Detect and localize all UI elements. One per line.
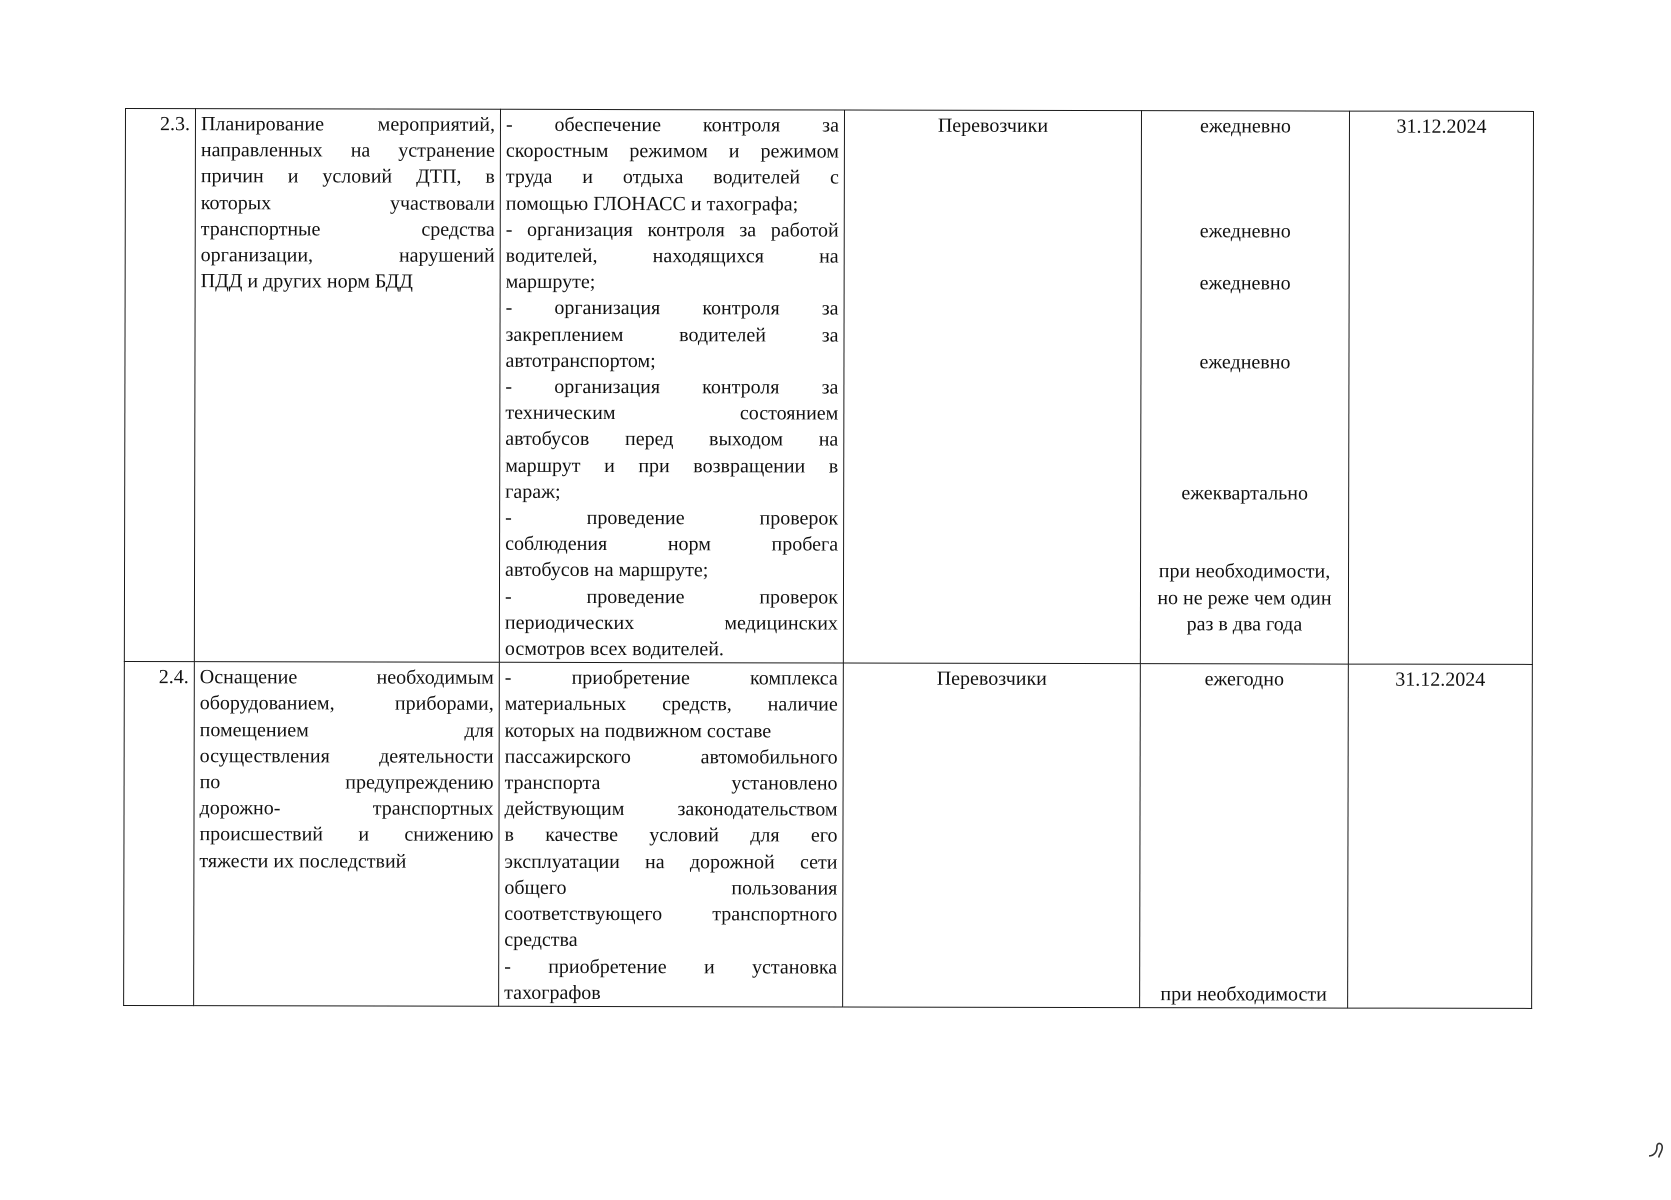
frequency: ежегодно при необходимости: [1140, 664, 1349, 1008]
row-number: 2.4.: [124, 662, 195, 1006]
frequency: ежедневно ежедневно ежедневно ежедневно ежеквартально при необходимости, но не реже чем один раз в два года: [1140, 111, 1349, 665]
deadline: 31.12.2024: [1348, 664, 1533, 1008]
row-number: 2.3.: [124, 109, 195, 662]
event-measures: - обеспечение контроля за скоростным режимом и режимом труда и отдыха водителей с помощью ГЛОНАСС и тахографа; - организация контроля за работой водителей, находящихся на маршруте; - организация контроля за закреплением водителей за автотранспортом; - организация контроля за техническим состоянием автобусов перед выходом на маршрут и при возвращении в гараж; - проведение проверок соблюдения норм пробега автобусов на маршруте; - проведение проверок периодических медицинских осмотров всех водителей.: [499, 109, 844, 663]
table-row: [124, 662, 1533, 1009]
executor: Перевозчики: [843, 110, 1141, 664]
event-title: Оснащение необходимым оборудованием, приборами, помещением для осуществления деятельности по предупреждению дорожно- транспортных происшествий и снижению тяжести их последствий: [194, 662, 500, 1006]
plan-table: [123, 108, 1534, 1009]
pen-mark-icon: [1643, 1138, 1670, 1165]
table-row: [124, 109, 1533, 665]
event-title: Планирование мероприятий, направленных на устранение причин и условий ДТП, в которых участвовали транспортные средства организации, нарушений ПДД и других норм БДД: [194, 109, 500, 663]
deadline: 31.12.2024: [1348, 111, 1533, 665]
executor: Перевозчики: [843, 663, 1141, 1007]
event-measures: - приобретение комплекса материальных средств, наличие которых на подвижном составе пассажирского автомобильного транспорта установлено действующим законодательством в качестве условий для его эксплуатации на дорожной сети общего пользования соответствующего транспортного средства - приобретение и установка тахографов: [499, 663, 844, 1007]
